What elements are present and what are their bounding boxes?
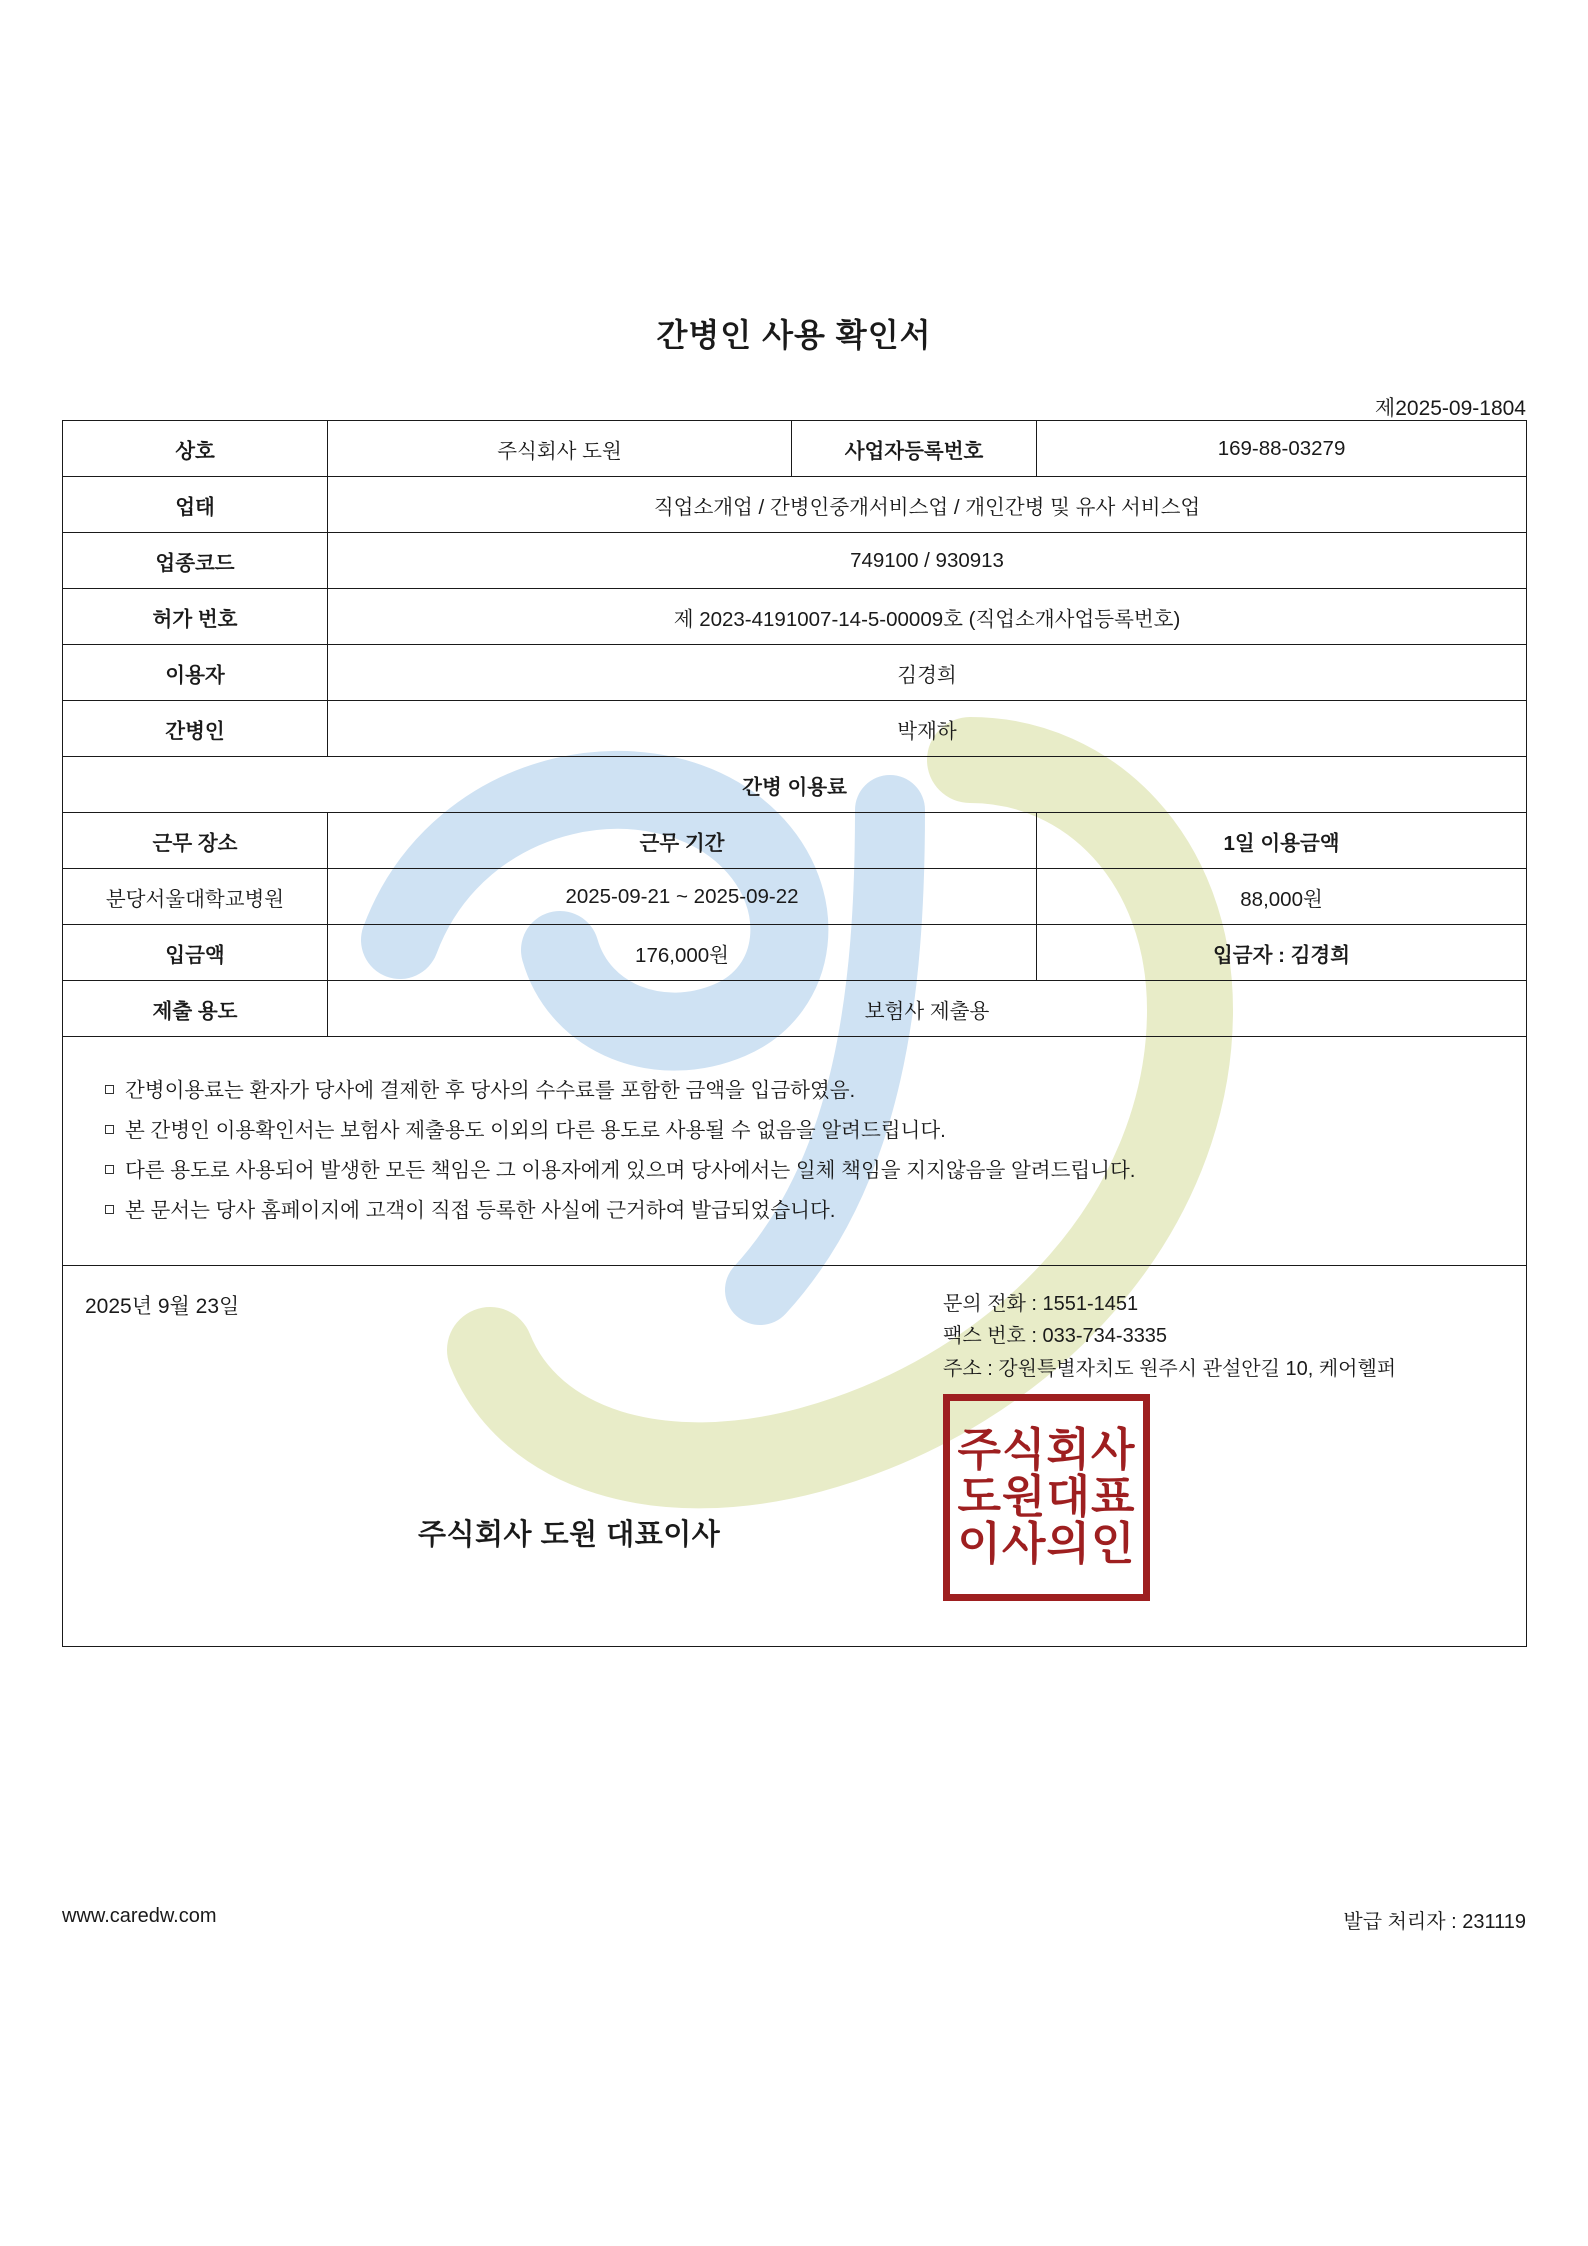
caregiver-label: 간병인	[63, 701, 328, 757]
page-title: 간병인 사용 확인서	[656, 317, 932, 353]
table-row	[63, 701, 1527, 757]
user-label: 이용자	[63, 645, 328, 701]
stamp-line-2: 도원대표	[957, 1469, 1136, 1523]
stamp-line-3: 이사의인	[957, 1516, 1136, 1570]
table-row	[63, 421, 1527, 477]
signature-line: 주식회사 도원 대표이사	[418, 1518, 721, 1551]
license-number-label: 허가 번호	[63, 589, 328, 645]
table-row	[63, 1037, 1527, 1266]
issue-date: 2025년 9월 23일	[85, 1294, 240, 1318]
industry-code-value: 749100 / 930913	[328, 533, 1527, 589]
license-number-value: 제 2023-4191007-14-5-00009호 (직업소개사업등록번호)	[328, 589, 1527, 645]
daily-fee-value: 88,000원	[1037, 869, 1527, 925]
list-item: 다른 용도로 사용되어 발생한 모든 책임은 그 이용자에게 있으며 당사에서는 일체 책임을 지지않음을 알려드립니다.	[99, 1151, 1496, 1191]
daily-fee-header: 1일 이용금액	[1037, 813, 1527, 869]
table-row	[63, 589, 1527, 645]
notes-cell	[63, 1037, 1527, 1266]
notes-list	[63, 1071, 1526, 1231]
stamp-line-1: 주식회사	[957, 1423, 1136, 1477]
table-row	[63, 477, 1527, 533]
contact-fax: 팩스 번호 : 033-734-3335	[943, 1325, 1168, 1348]
table-row	[63, 757, 1527, 813]
business-type-value: 직업소개업 / 간병인중개서비스업 / 개인간병 및 유사 서비스업	[328, 477, 1527, 533]
document-number: 제2025-09-1804	[1374, 397, 1526, 420]
table-row	[63, 645, 1527, 701]
contact-address: 주소 : 강원특별자치도 원주시 관설안길 10, 케어헬퍼	[943, 1357, 1397, 1380]
caregiver-value: 박재하	[328, 701, 1527, 757]
processor-id: 발급 처리자 : 231119	[1343, 1911, 1526, 1933]
work-place-value: 분당서울대학교병원	[63, 869, 328, 925]
table-row	[63, 925, 1527, 981]
business-number-label: 사업자등록번호	[792, 421, 1037, 477]
company-name-value: 주식회사 도원	[328, 421, 792, 477]
fee-section-title: 간병 이용료	[63, 757, 1527, 813]
table-row	[63, 981, 1527, 1037]
work-period-header: 근무 기간	[328, 813, 1037, 869]
contact-block	[943, 1288, 1396, 1385]
website-url[interactable]: www.caredw.com	[62, 1905, 217, 1927]
depositor-name: 입금자 : 김경희	[1037, 925, 1527, 981]
table-row	[63, 869, 1527, 925]
certificate-table	[62, 420, 1527, 1647]
industry-code-label: 업종코드	[63, 533, 328, 589]
deposit-amount: 176,000원	[328, 925, 1037, 981]
table-row	[63, 813, 1527, 869]
business-type-label: 업태	[63, 477, 328, 533]
work-period-value: 2025-09-21 ~ 2025-09-22	[328, 869, 1037, 925]
company-seal-stamp	[943, 1394, 1150, 1601]
contact-phone: 문의 전화 : 1551-1451	[943, 1292, 1139, 1315]
table-row	[63, 1265, 1527, 1646]
deposit-label: 입금액	[63, 925, 328, 981]
list-item: 본 문서는 당사 홈페이지에 고객이 직접 등록한 사실에 근거하여 발급되었습니다.	[99, 1191, 1496, 1231]
list-item: 간병이용료는 환자가 당사에 결제한 후 당사의 수수료를 포함한 금액을 입금하였음.	[99, 1071, 1496, 1111]
business-number-value: 169-88-03279	[1037, 421, 1527, 477]
company-name-label: 상호	[63, 421, 328, 477]
footer-cell	[63, 1265, 1527, 1646]
user-value: 김경희	[328, 645, 1527, 701]
purpose-label: 제출 용도	[63, 981, 328, 1037]
purpose-value: 보험사 제출용	[328, 981, 1527, 1037]
certificate-table-container	[62, 420, 1526, 1647]
work-place-header: 근무 장소	[63, 813, 328, 869]
list-item: 본 간병인 이용확인서는 보험사 제출용도 이외의 다른 용도로 사용될 수 없음을 알려드립니다.	[99, 1111, 1496, 1151]
table-row	[63, 533, 1527, 589]
